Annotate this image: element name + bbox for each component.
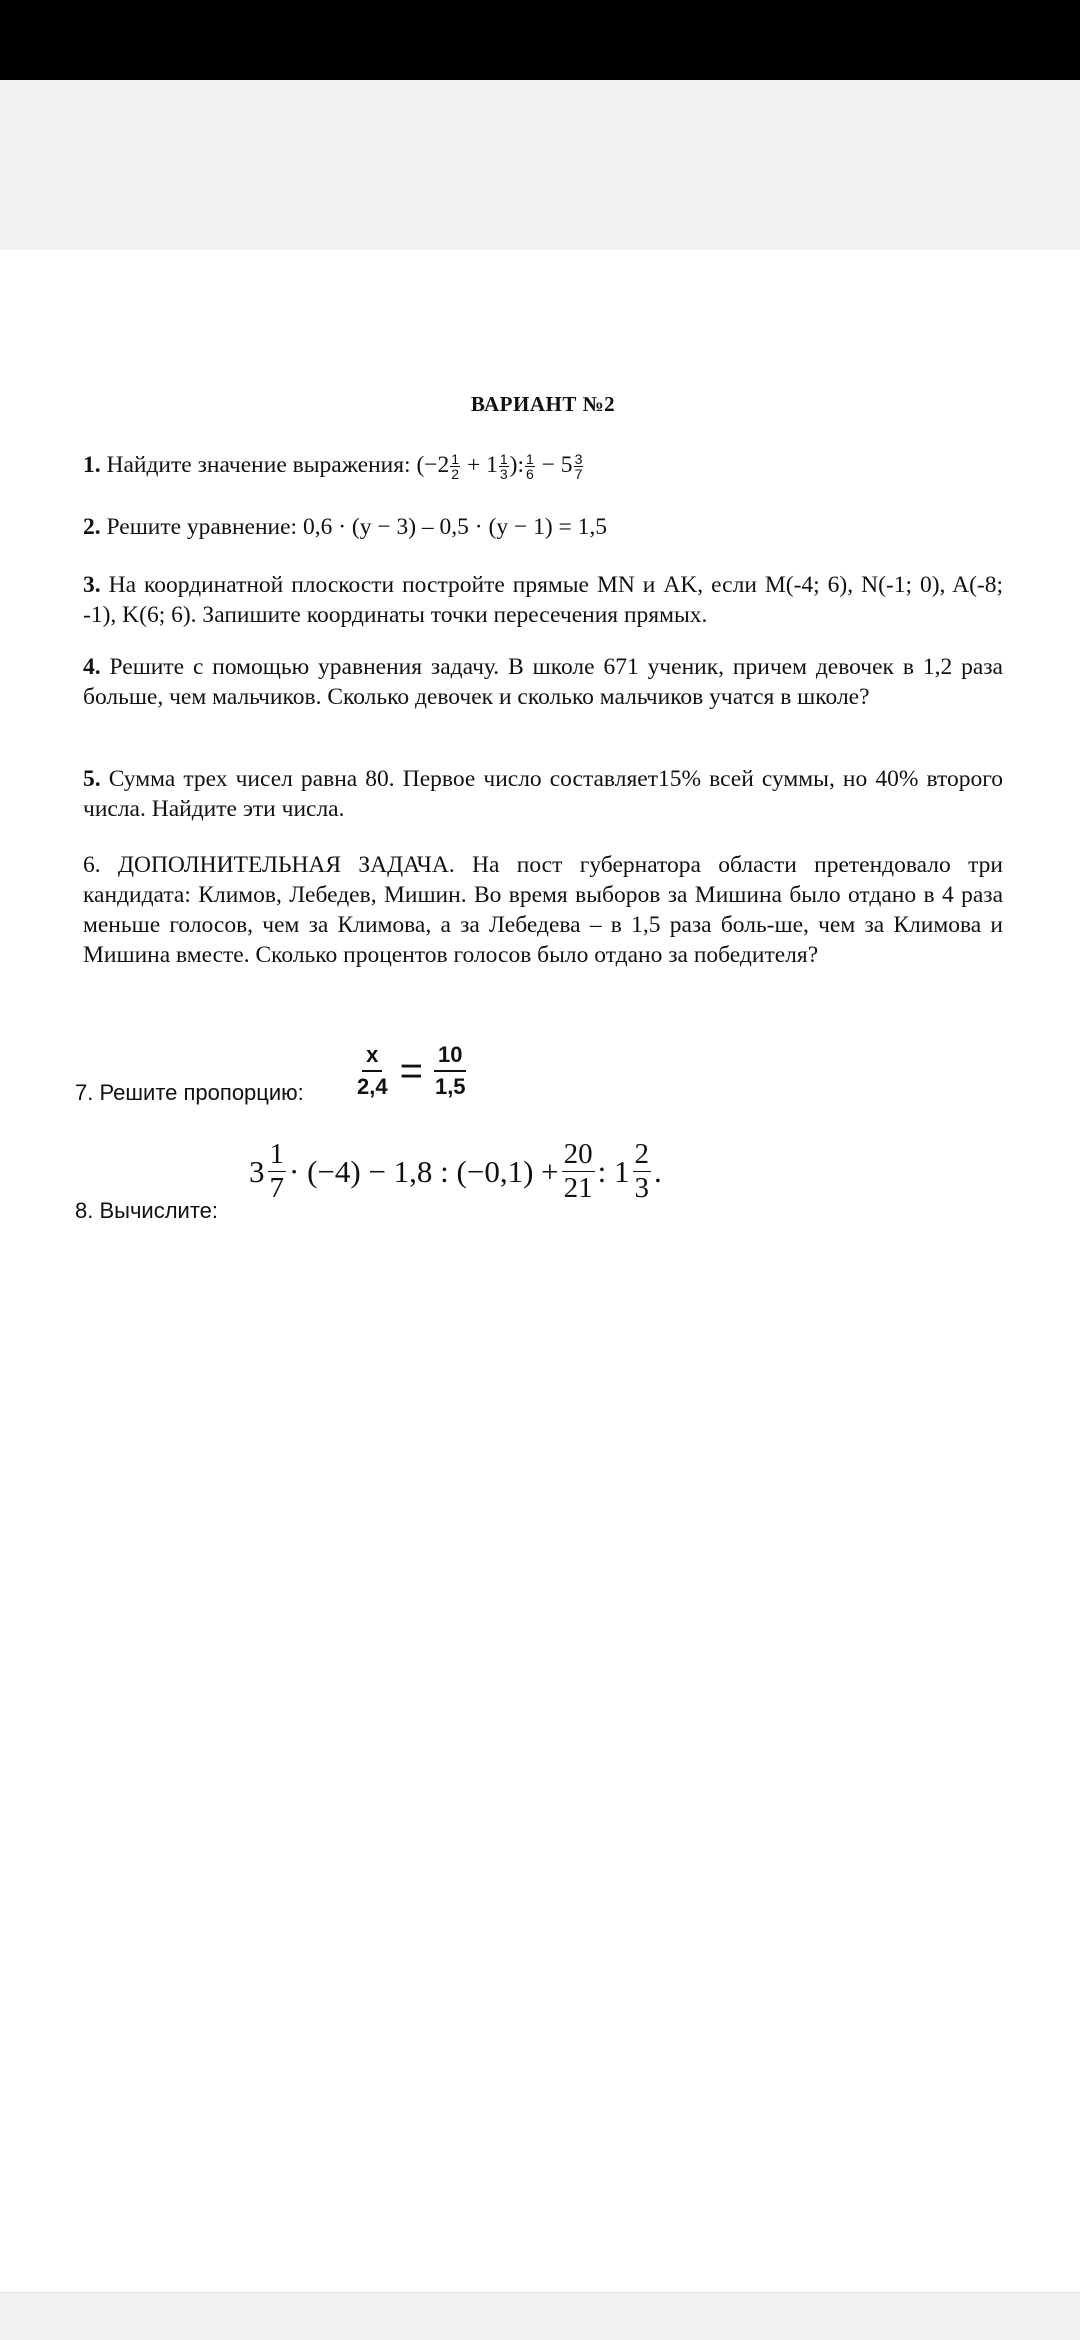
viewer-footer	[0, 2292, 1080, 2340]
task-7-label: 7. Решите пропорцию:	[75, 1080, 304, 1105]
task-6	[83, 850, 1003, 970]
fraction: $\frac{20}{21}$	[563, 1138, 593, 1204]
viewer-header	[0, 80, 1080, 250]
task-4-text: Решите с помощью уравнения задачу. В школе 671 ученик, причем девочек в 1,2 раза больше, чем мальчиков. Сколько девочек и сколько мальчиков учатся в школе?	[83, 654, 1003, 710]
task-5-number: 5.	[83, 766, 101, 792]
fraction: 1 7	[269, 1138, 284, 1204]
fraction: $\frac{10}{1,5}$	[434, 1042, 466, 1099]
task-2	[83, 512, 1003, 542]
fraction: $\frac{1}{6}$	[526, 451, 534, 483]
task-1-expr-a: (−2	[416, 452, 450, 478]
task-4	[83, 652, 1003, 712]
fraction: $\frac{x}{2,4}$	[357, 1042, 388, 1099]
task-3-number: 3.	[83, 572, 101, 598]
task-3-text: На координатной плоскости постройте прямые MN и AK, если M(-4; 6), N(-1; 0), A(-8; -1), K(6; 6). Запишите координаты точки пересечения прямых.	[83, 572, 1004, 628]
status-bar	[0, 0, 1080, 80]
fraction: 2 3	[634, 1138, 650, 1204]
task-8-label: 8. Вычислите:	[75, 1198, 218, 1223]
task-1-expr-c: ):	[509, 452, 524, 478]
task-2-number: 2.	[83, 514, 101, 540]
calculation-formula: 3 1 7 · (−4) − 1,8 : (−0,1) + $\frac{20}{21}$ : 1 2 3 .	[249, 1138, 662, 1204]
task-1-number: 1.	[83, 452, 101, 478]
task-1-expr-b: + 1	[461, 452, 498, 478]
task-6-text: 6. ДОПОЛНИТЕЛЬНАЯ ЗАДАЧА. На пост губернатора области претендовало три кандидата: Климов, Лебедев, Мишин. Во время выборов за Мишина было отдано в 4 раза меньше голосов, чем за Климова, а за Лебедева – в 1,5 раза боль-ше, чем за Климова и Мишина вместе. Сколько процентов голосов было отдано за победителя?	[83, 852, 1003, 968]
task-2-text: Решите уравнение: 0,6 · (y − 3) – 0,5 · (y − 1) = 1,5	[106, 514, 608, 540]
task-4-number: 4.	[83, 654, 101, 680]
task-1-text: Найдите значение выражения:	[106, 452, 417, 478]
fraction: $\frac{1}{2}$	[451, 451, 460, 483]
proportion-formula: $\frac{x}{2,4}$ = $\frac{10}{1,5}$	[353, 1040, 470, 1102]
fraction: $\frac{1}{3}$	[499, 451, 508, 483]
task-5-text: Сумма трех чисел равна 80. Первое число составляет15% всей суммы, но 40% второго числа. Найдите эти числа.	[83, 766, 1003, 822]
fraction: $\frac{3}{7}$	[574, 451, 583, 483]
task-5	[83, 764, 1003, 824]
task-1-expr-d: − 5	[535, 452, 573, 478]
task-3	[83, 570, 1003, 630]
task-1	[83, 450, 1003, 481]
document-title: ВАРИАНТ №2	[470, 392, 616, 416]
